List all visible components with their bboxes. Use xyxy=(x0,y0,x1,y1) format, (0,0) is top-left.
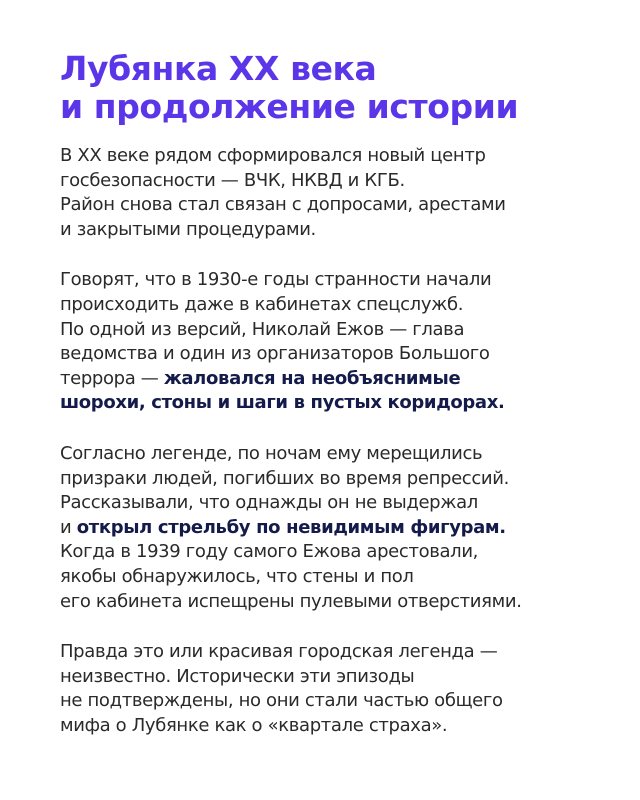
text-line: В XX веке рядом сформировался новый центр xyxy=(60,145,486,166)
article-body xyxy=(60,144,600,738)
text-line xyxy=(60,367,600,392)
paragraph-2 xyxy=(60,268,600,416)
highlighted-text: шорохи, стоны и шаги в пустых коридорах. xyxy=(60,392,505,414)
text-line: происходить даже в кабинетах спецслужб. xyxy=(60,293,464,315)
paragraph-1 xyxy=(60,144,600,242)
paragraph-4 xyxy=(60,640,600,738)
text-line: Правда это или красивая городская легенда — xyxy=(60,641,498,663)
title-line-2: и продолжение истории xyxy=(60,87,519,126)
text-line: Район снова стал связан с допросами, арестами xyxy=(60,194,506,216)
text-line: и закрытыми процедурами. xyxy=(60,218,316,240)
paragraph-3 xyxy=(60,442,600,614)
text-line: неизвестно. Исторически эти эпизоды xyxy=(60,665,415,687)
highlighted-text: открыл стрельбу по невидимым фигурам. xyxy=(76,516,506,538)
title-line-1: Лубянка XX века xyxy=(60,49,377,88)
text-line: призраки людей, погибших во время репрессий. xyxy=(60,467,509,489)
text-line: Рассказывали, что однажды он не выдержал xyxy=(60,492,478,514)
text-line: его кабинета испещрены пулевыми отверстиями. xyxy=(60,590,522,612)
text-line: не подтверждены, но они стали частью общего xyxy=(60,690,503,712)
text-line: госбезопасности — ВЧК, НКВД и КГБ. xyxy=(60,169,405,191)
text-line: Согласно легенде, по ночам ему мерещились xyxy=(60,442,483,464)
text-plain: и xyxy=(60,516,77,538)
text-line: якобы обнаружилось, что стены и пол xyxy=(60,565,414,587)
page-title xyxy=(60,50,600,126)
text-line xyxy=(60,516,600,541)
text-line: Говорят, что в 1930-е годы странности начали xyxy=(60,269,492,291)
text-line: мифа о Лубянке как о «квартале страха». xyxy=(60,714,448,736)
text-line: Когда в 1939 году самого Ежова арестовали, xyxy=(60,541,479,563)
text-line: По одной из версий, Николай Ежов — глава xyxy=(60,318,465,340)
text-plain: террора — xyxy=(60,367,164,389)
text-line: ведомства и один из организаторов Большого xyxy=(60,343,490,365)
highlighted-text: жаловался на необъяснимые xyxy=(163,367,461,389)
